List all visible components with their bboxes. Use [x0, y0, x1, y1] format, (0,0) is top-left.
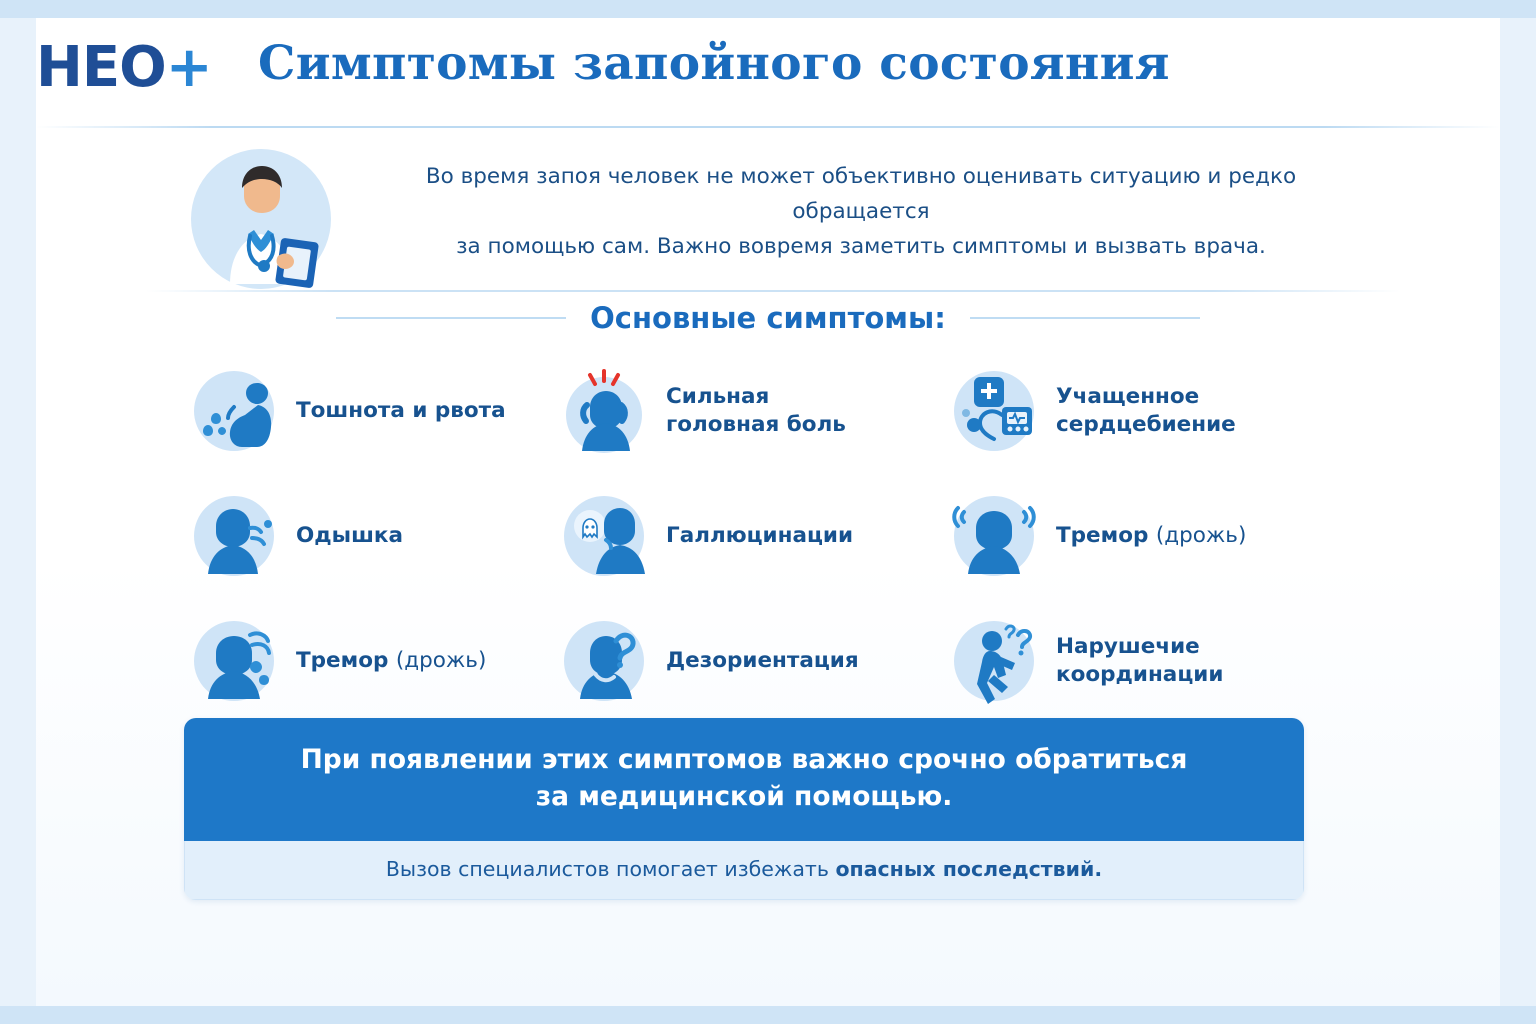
intro-divider	[146, 290, 1400, 292]
symptom-label: Дезориентация	[666, 647, 859, 673]
section-title: Основные симптомы:	[590, 301, 946, 335]
vomiting-icon	[186, 363, 282, 459]
section-rule-left	[336, 317, 566, 319]
header	[36, 18, 1500, 128]
symptom-label: Учащенное сердцебиение	[1056, 383, 1236, 437]
callout-main-line-1: При появлении этих симптомов важно срочно обратиться	[300, 744, 1188, 775]
doctor-avatar-icon	[186, 144, 336, 294]
disorientation-icon	[556, 613, 652, 709]
hallucination-icon	[556, 488, 652, 584]
decor-band-top	[0, 0, 1536, 18]
brand-logo-text: HEO	[36, 35, 166, 100]
symptom-item	[186, 613, 556, 709]
symptom-item	[946, 488, 1376, 584]
header-divider	[36, 126, 1500, 128]
symptom-item	[186, 363, 556, 459]
callout-note	[184, 841, 1304, 900]
intro-line-2: за помощью сам. Важно вовремя заметить симптомы и вызвать врача.	[456, 233, 1266, 259]
symptom-label: Тремор (дрожь)	[1056, 522, 1247, 548]
intro-line-1: Во время запоя человек не может объективно оценивать ситуацию и редко обращается	[425, 164, 1297, 224]
tremor-sweat-icon	[186, 613, 282, 709]
symptom-item	[946, 613, 1376, 709]
intro-text	[356, 160, 1366, 264]
callout-block	[184, 718, 1304, 900]
content-canvas	[36, 18, 1500, 1006]
symptoms-grid	[186, 348, 1436, 723]
decor-band-right	[1500, 18, 1536, 1006]
symptom-item	[556, 613, 946, 709]
symptom-label: Нарушечие координации	[1056, 633, 1224, 687]
symptom-label: Тремор (дрожь)	[296, 647, 487, 673]
heartbeat-icon	[946, 363, 1042, 459]
callout-main-line-2: за медицинской помощью.	[535, 780, 953, 812]
symptom-label: Галлюцинации	[666, 522, 854, 548]
intro-block	[166, 138, 1396, 288]
decor-band-bottom	[0, 1006, 1536, 1024]
shortness-breath-icon	[186, 488, 282, 584]
brand-logo-plus-icon: +	[165, 35, 212, 100]
symptom-item	[946, 363, 1376, 459]
coordination-icon	[946, 613, 1042, 709]
decor-band-left	[0, 18, 36, 1006]
symptom-label: Сильная головная боль	[666, 383, 846, 437]
symptom-label: Одышка	[296, 522, 404, 548]
callout-note-prefix: Вызов специалистов помогает избежать	[385, 857, 836, 882]
headache-icon	[556, 363, 652, 459]
symptom-item	[186, 488, 556, 584]
section-rule-right	[970, 317, 1200, 319]
symptom-item	[556, 363, 946, 459]
callout-main	[184, 718, 1304, 841]
symptom-item	[556, 488, 946, 584]
tremor-head-icon	[946, 488, 1042, 584]
callout-note-emphasis: опасных последствий.	[835, 857, 1103, 882]
brand-logo	[36, 35, 212, 100]
symptom-label: Тошнота и рвота	[296, 397, 506, 423]
section-header	[36, 296, 1500, 340]
page-title: Симптомы запойного состояния	[258, 36, 1170, 91]
